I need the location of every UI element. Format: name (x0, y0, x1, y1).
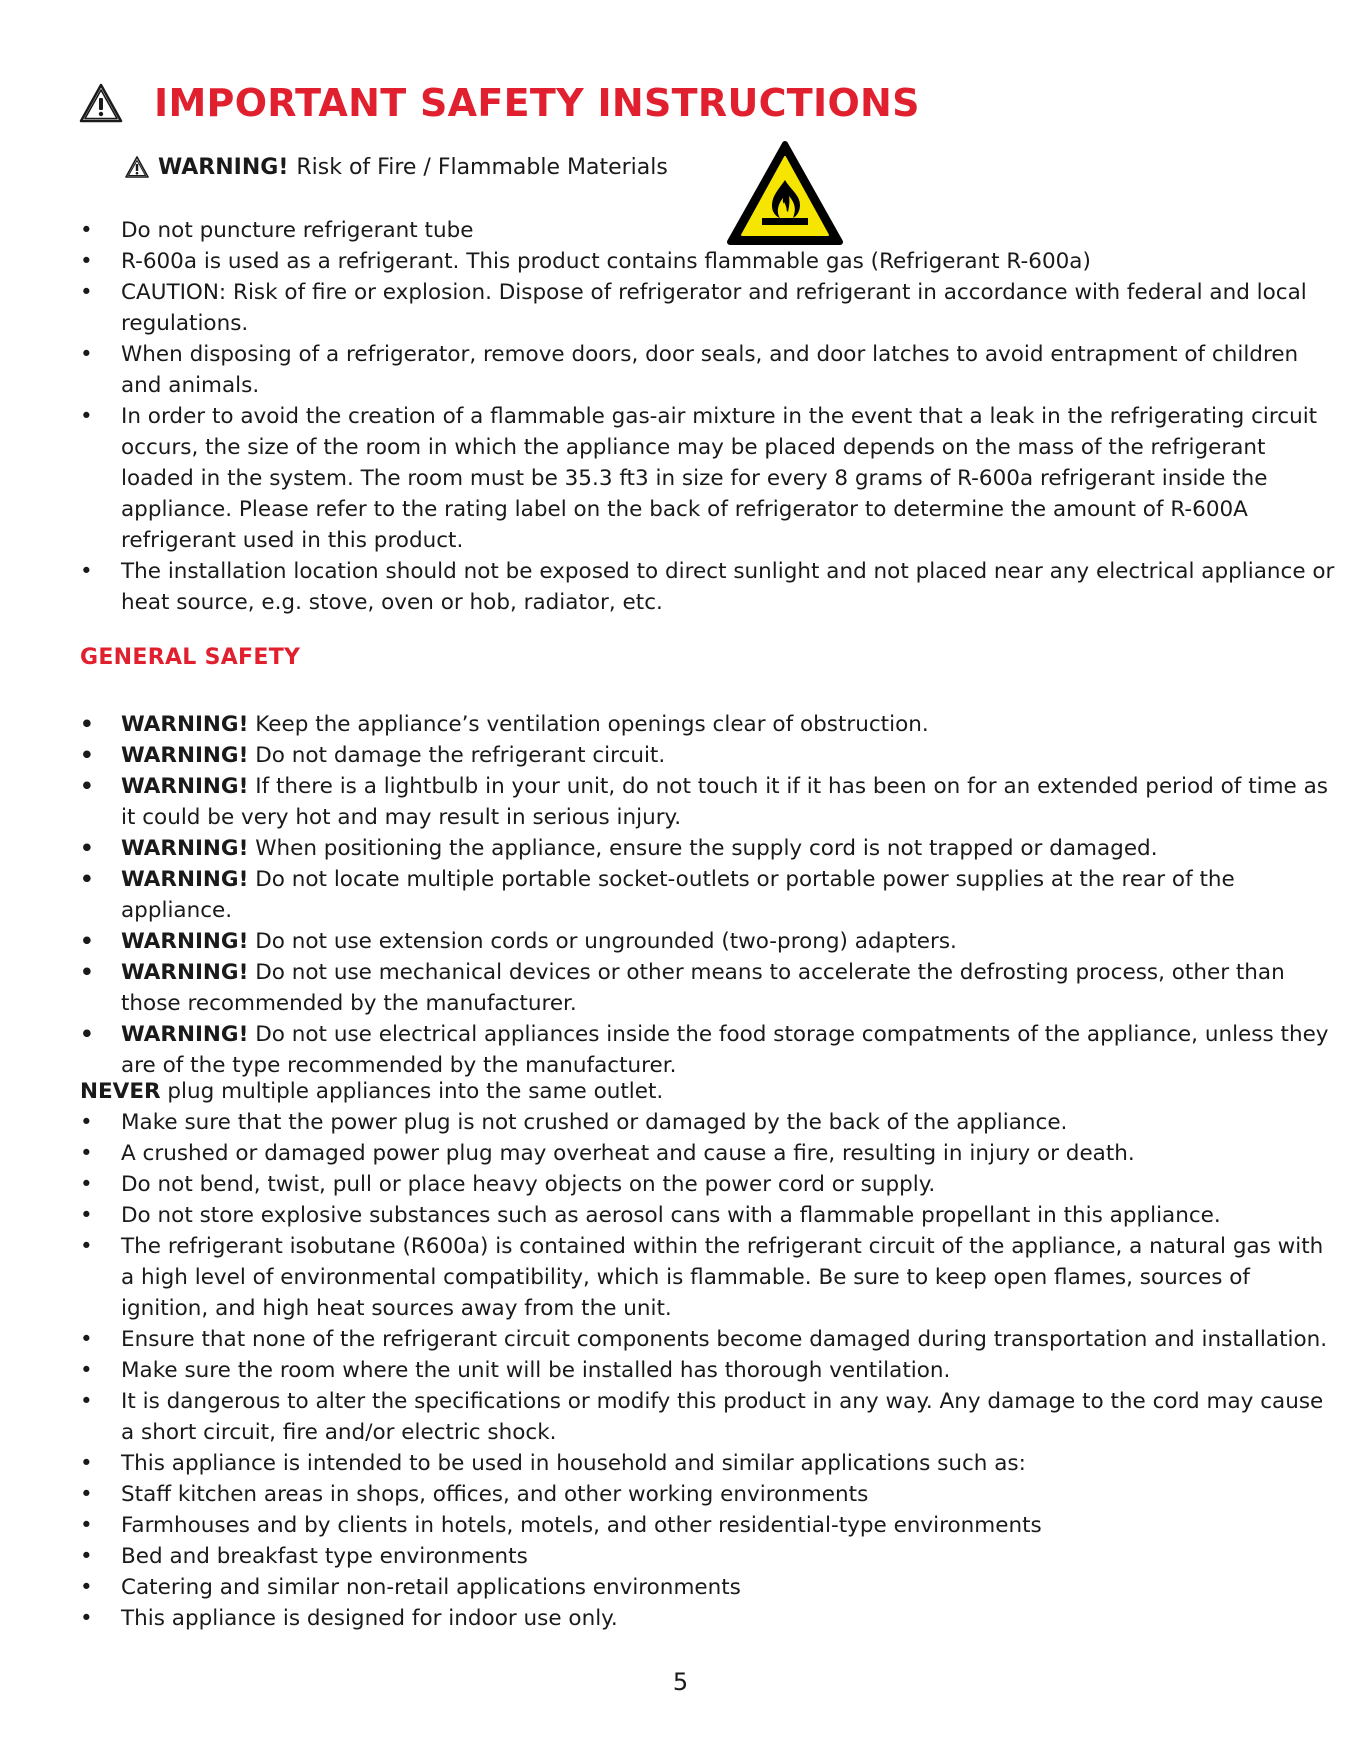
list-item: • Do not bend, twist, pull or place heavy objects on the power cord or supply. (78, 1169, 1338, 1200)
warning-label: WARNING! (121, 712, 249, 737)
warning-label: WARNING! (121, 743, 249, 768)
intro-warning-list (78, 215, 1338, 618)
fire-warning (124, 150, 668, 184)
warning-label: WARNING! (121, 929, 249, 954)
never-text: plug multiple appliances into the same outlet. (167, 1079, 664, 1104)
general-warning-list (78, 709, 1338, 1081)
list-item (78, 926, 1338, 957)
page-number: 5 (672, 1668, 689, 1696)
list-item: • Make sure that the power plug is not crushed or damaged by the back of the appliance. (78, 1107, 1338, 1138)
general-safety-list (78, 1107, 1338, 1634)
list-item (78, 864, 1338, 926)
warning-text: Keep the appliance’s ventilation openings clear of obstruction. (255, 712, 929, 737)
list-item: • Farmhouses and by clients in hotels, motels, and other residential-type environments (78, 1510, 1338, 1541)
never-notice (80, 1076, 663, 1107)
list-item (78, 740, 1338, 771)
list-item: • Catering and similar non-retail applications environments (78, 1572, 1338, 1603)
warning-text: Do not locate multiple portable socket-outlets or portable power supplies at the rear of the appliance. (121, 867, 1235, 923)
list-item: • Do not store explosive substances such as aerosol cans with a flammable propellant in this appliance. (78, 1200, 1338, 1231)
warning-triangle-icon (124, 155, 150, 179)
list-item: • The installation location should not be exposed to direct sunlight and not placed near any electrical appliance or heat source, e.g. stove, oven or hob, radiator, etc. (78, 556, 1338, 618)
list-item: • Staff kitchen areas in shops, offices, and other working environments (78, 1479, 1338, 1510)
warning-label: WARNING! (121, 867, 249, 892)
list-item (78, 957, 1338, 1019)
list-item: • The refrigerant isobutane (R600a) is contained within the refrigerant circuit of the appliance, a natural gas with a high level of environmental compatibility, which is flammable. Be sure to keep open flames, sources of ignition, and high heat sources away from the unit. (78, 1231, 1338, 1324)
title-row (78, 78, 920, 128)
list-item: • Ensure that none of the refrigerant circuit components become damaged during transportation and installation. (78, 1324, 1338, 1355)
warning-text: Do not use mechanical devices or other means to accelerate the defrosting process, other than those recommended by the manufacturer. (121, 960, 1285, 1016)
list-item (78, 771, 1338, 833)
warning-label: WARNING! (121, 836, 249, 861)
warning-text: When positioning the appliance, ensure the supply cord is not trapped or damaged. (255, 836, 1158, 861)
list-item: • Bed and breakfast type environments (78, 1541, 1338, 1572)
list-item: • This appliance is designed for indoor use only. (78, 1603, 1338, 1634)
warning-label: WARNING! (121, 774, 249, 799)
never-label: NEVER (80, 1079, 161, 1104)
warning-text: Do not damage the refrigerant circuit. (255, 743, 666, 768)
warning-label: WARNING! (158, 154, 289, 180)
list-item: • Make sure the room where the unit will be installed has thorough ventilation. (78, 1355, 1338, 1386)
list-item: • It is dangerous to alter the specifications or modify this product in any way. Any damage to the cord may cause a short circuit, fire and/or electric shock. (78, 1386, 1338, 1448)
warning-text: Do not use electrical appliances inside the food storage compatments of the appliance, unless they are of the type recommended by the manufacturer. (121, 1022, 1329, 1078)
warning-triangle-icon (78, 82, 124, 124)
warning-label: WARNING! (121, 960, 249, 985)
list-item: • R-600a is used as a refrigerant. This product contains flammable gas (Refrigerant R-600a) (78, 246, 1338, 277)
list-item: • In order to avoid the creation of a flammable gas-air mixture in the event that a leak in the refrigerating circuit occurs, the size of the room in which the appliance may be placed depends on the mass of the refrigerant loaded in the system. The room must be 35.3 ft3 in size for every 8 grams of R-600a refrigerant inside the appliance. Please refer to the rating label on the back of refrigerator to determine the amount of R-600A refrigerant used in this product. (78, 401, 1338, 556)
list-item: • CAUTION: Risk of fire or explosion. Dispose of refrigerator and refrigerant in accordance with federal and local regulations. (78, 277, 1338, 339)
list-item (78, 709, 1338, 740)
warning-text: If there is a lightbulb in your unit, do not touch it if it has been on for an extended period of time as it could be very hot and may result in serious injury. (121, 774, 1328, 830)
warning-text: Risk of Fire / Flammable Materials (296, 154, 668, 180)
list-item (78, 833, 1338, 864)
list-item (78, 1019, 1338, 1081)
list-item: • This appliance is intended to be used in household and similar applications such as: (78, 1448, 1338, 1479)
warning-label: WARNING! (121, 1022, 249, 1047)
list-item: • Do not puncture refrigerant tube (78, 215, 1338, 246)
warning-text: Do not use extension cords or ungrounded (two-prong) adapters. (255, 929, 957, 954)
general-safety-heading: GENERAL SAFETY (80, 645, 301, 670)
list-item: • When disposing of a refrigerator, remove doors, door seals, and door latches to avoid entrapment of children and animals. (78, 339, 1338, 401)
list-item: • A crushed or damaged power plug may overheat and cause a fire, resulting in injury or death. (78, 1138, 1338, 1169)
page-title: IMPORTANT SAFETY INSTRUCTIONS (154, 81, 920, 125)
